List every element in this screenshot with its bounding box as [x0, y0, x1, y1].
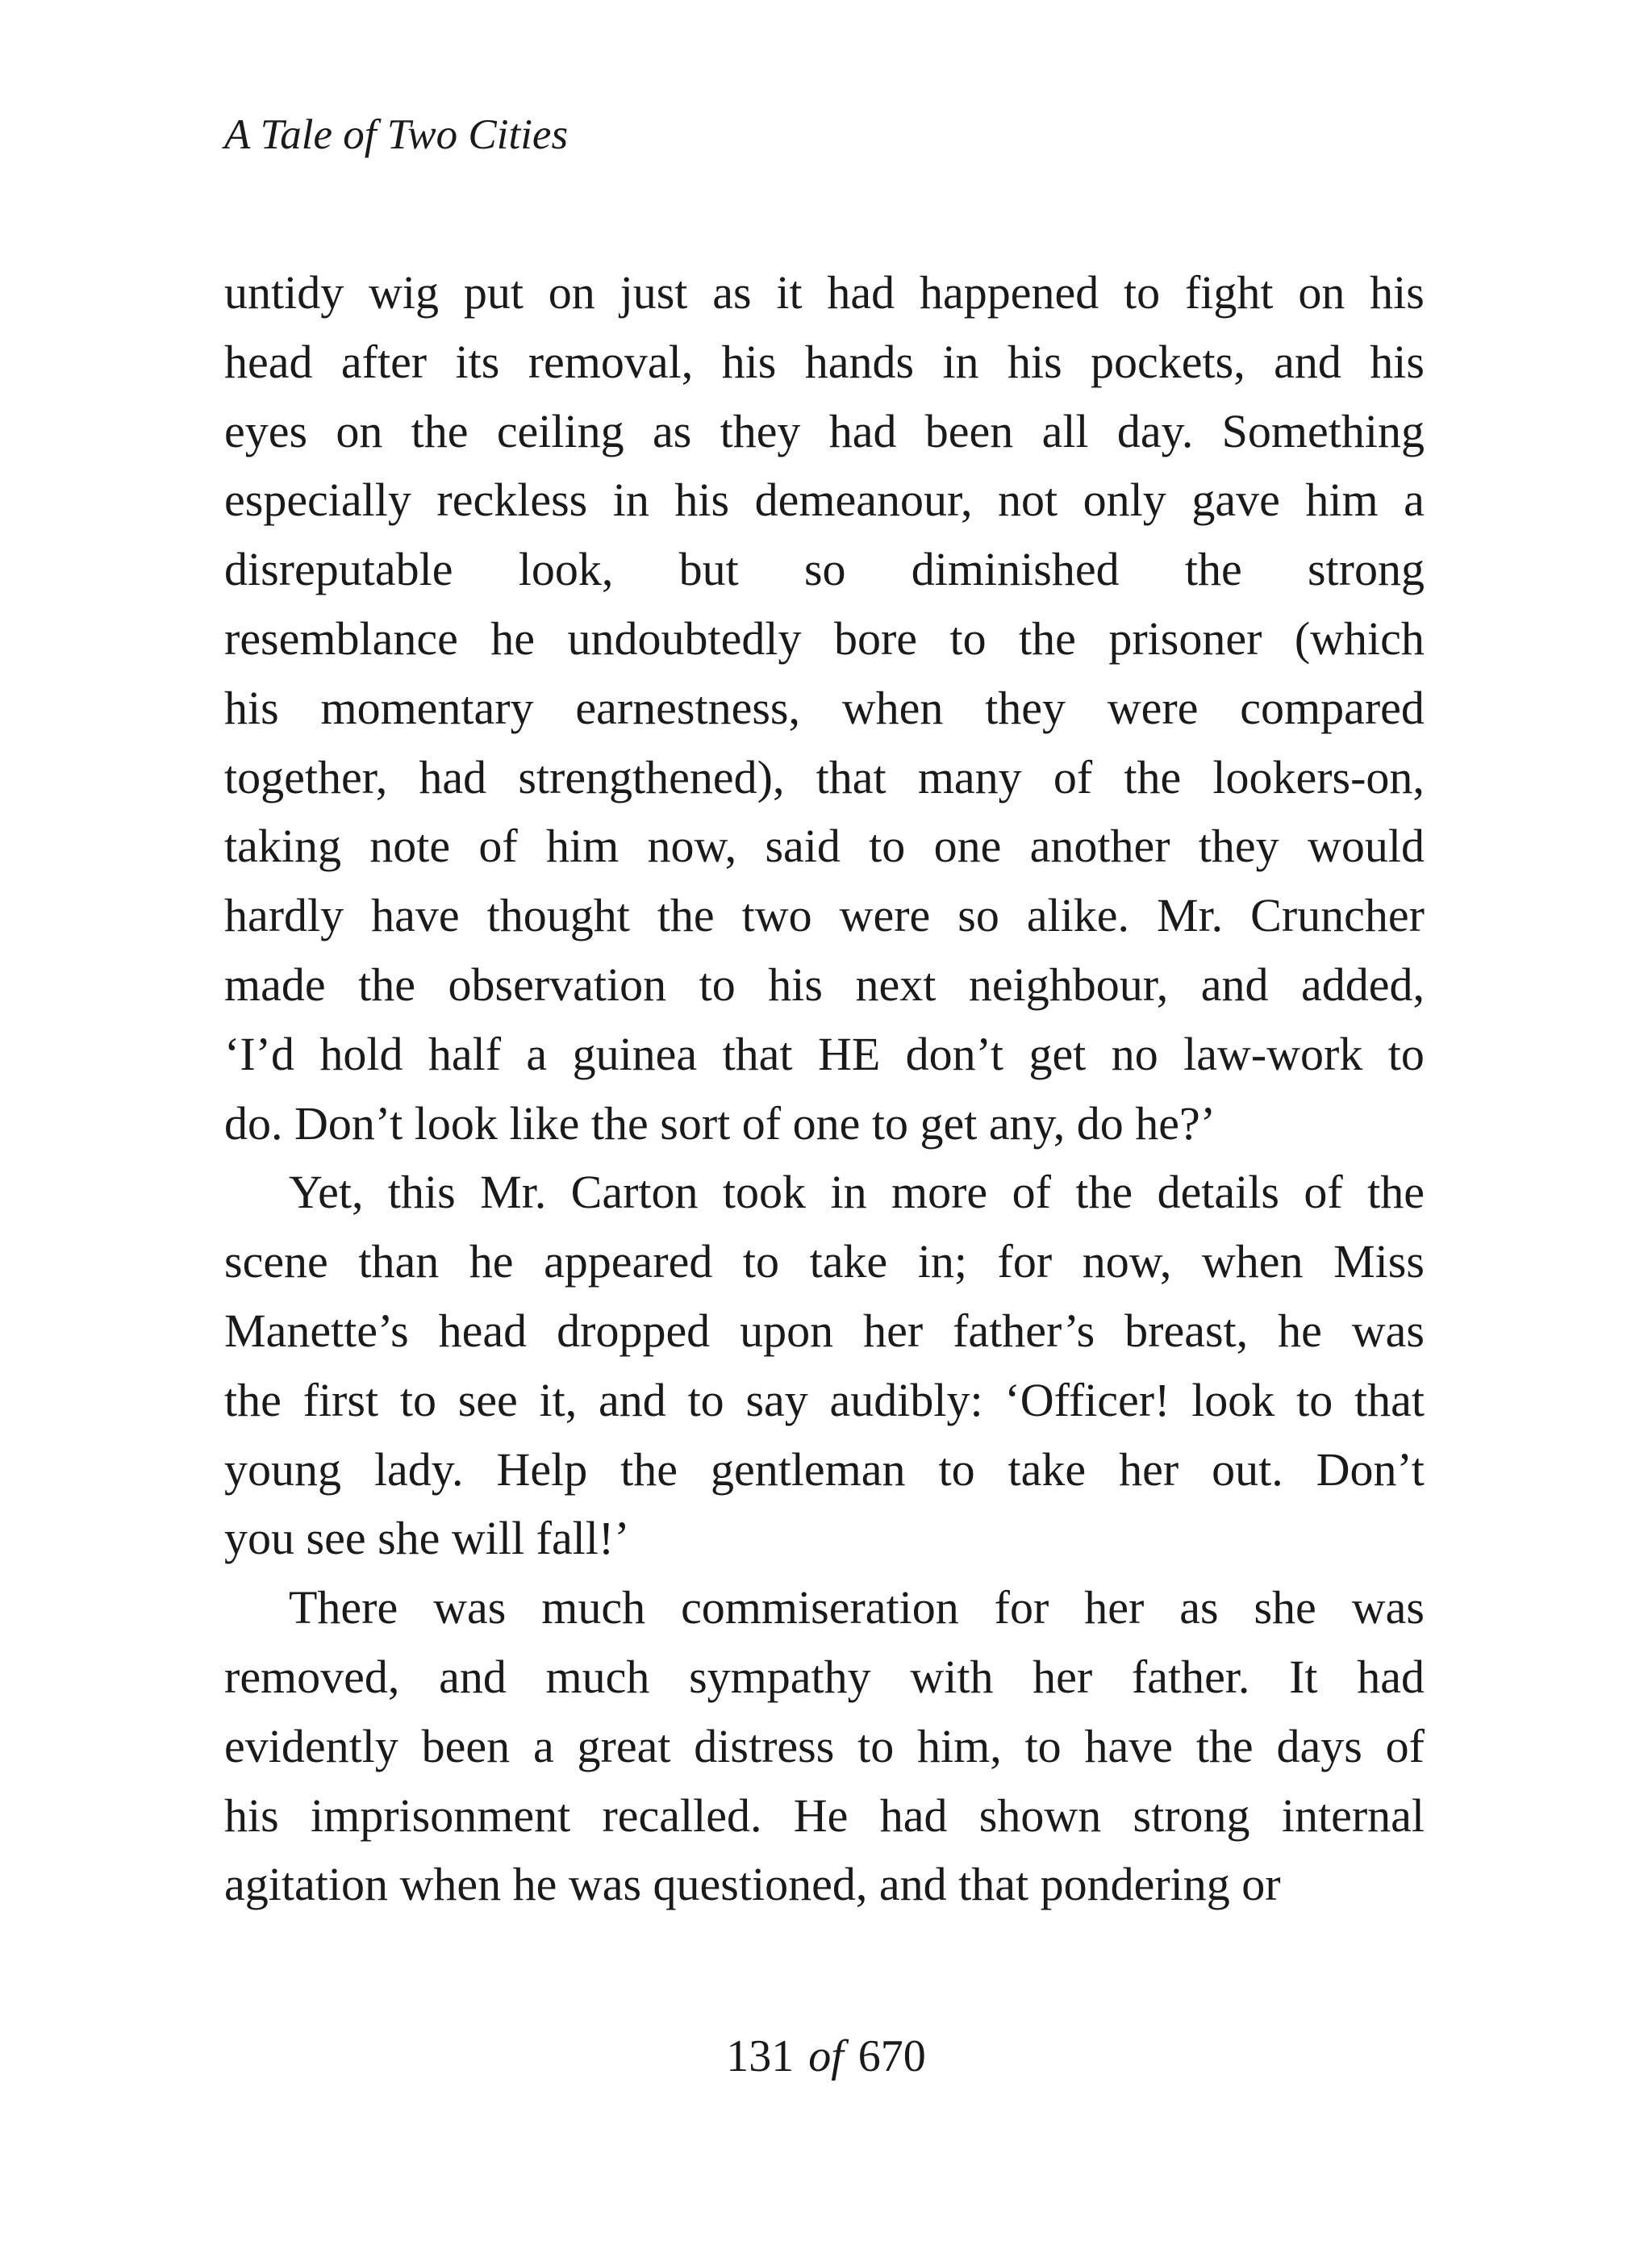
text-line: his imprisonment recalled. He had shown strong internal [224, 1789, 1425, 1842]
page-number-of-label: of [808, 2031, 844, 2081]
paragraph [224, 258, 1425, 1158]
running-head: A Tale of Two Cities [224, 111, 569, 158]
text-line: hardly have thought the two were so alike. Mr. Cruncher [224, 889, 1425, 942]
text-line: the first to see it, and to say audibly: ‘Officer! look to that [224, 1373, 1425, 1426]
body-text [224, 258, 1425, 1919]
text-line: disreputable look, but so diminished the strong [224, 543, 1425, 596]
page-number [0, 2028, 1652, 2085]
text-line: There was much commiseration for her as she was [289, 1581, 1425, 1634]
text-line: taking note of him now, said to one another they would [224, 820, 1425, 873]
text-line: ‘I’d hold half a guinea that HE don’t get no law-work to [224, 1027, 1425, 1080]
text-line: do. Don’t look like the sort of one to get any, do he?’ [224, 1096, 1216, 1150]
text-line: you see she will fall!’ [224, 1512, 630, 1565]
text-line: Manette’s head dropped upon her father’s breast, he was [224, 1304, 1425, 1357]
page-number-total: 670 [857, 2031, 926, 2081]
page-number-current: 131 [726, 2031, 795, 2081]
text-line: especially reckless in his demeanour, not only gave him a [224, 474, 1425, 527]
text-line: his momentary earnestness, when they were compared [224, 681, 1425, 734]
text-line: made the observation to his next neighbour, and added, [224, 958, 1425, 1011]
text-line: young lady. Help the gentleman to take her out. Don’t [224, 1442, 1425, 1496]
text-line: head after its removal, his hands in his pockets, and his [224, 335, 1425, 388]
text-line: agitation when he was questioned, and that pondering or [224, 1858, 1281, 1911]
text-line: untidy wig put on just as it had happened to fight on his [224, 266, 1425, 319]
paragraph [224, 1573, 1425, 1919]
paragraph [224, 1158, 1425, 1573]
text-line: scene than he appeared to take in; for now, when Miss [224, 1235, 1425, 1288]
text-line: eyes on the ceiling as they had been all day. Something [224, 404, 1425, 457]
text-line: Yet, this Mr. Carton took in more of the details of the [289, 1166, 1425, 1219]
text-line: removed, and much sympathy with her father. It had [224, 1650, 1425, 1703]
text-line: evidently been a great distress to him, to have the days of [224, 1719, 1425, 1772]
text-line: together, had strengthened), that many of the lookers-on, [224, 750, 1425, 804]
text-line: resemblance he undoubtedly bore to the prisoner (which [224, 612, 1425, 665]
